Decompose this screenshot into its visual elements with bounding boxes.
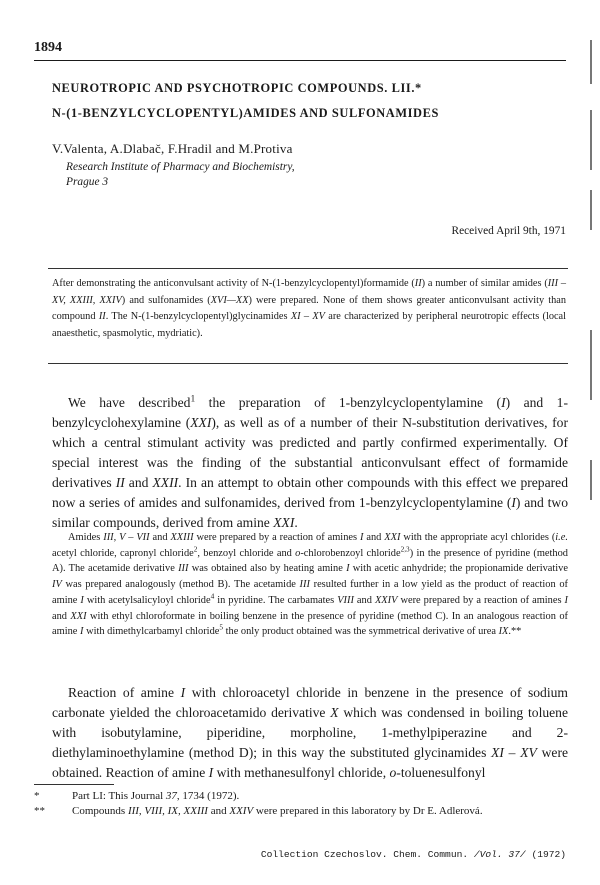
compound-ref: XVI—XX (210, 294, 249, 306)
footnote-mark: * (34, 790, 40, 802)
body-text: Reaction of amine (68, 685, 181, 700)
body-text: with ethyl chloroformate in boiling benzene in the presence of pyridine (method C). In an analogous reaction of amine (52, 610, 568, 638)
body-text: , benzoyl chloride and (197, 547, 296, 559)
compound-ref: XXIV (229, 805, 254, 817)
scan-edge-marks (590, 40, 592, 620)
compound-ref: XXI (190, 415, 212, 430)
body-text: with the appropriate acyl chlorides ( (400, 532, 556, 543)
affiliation-line-2: Prague 3 (66, 176, 109, 188)
body-text: . (294, 515, 298, 530)
latin-abbrev: i.e. (555, 532, 568, 543)
body-text: .** (508, 626, 522, 638)
header-rule (34, 60, 566, 61)
compound-ref: III (299, 579, 310, 591)
compound-ref: X (330, 705, 339, 720)
title-line-1: NEUROTROPIC AND PSYCHOTROPIC COMPOUNDS. LII.* (52, 81, 422, 95)
body-paragraph-3 (52, 683, 568, 783)
compound-ref: XXIV (374, 594, 398, 606)
ortho-prefix: o (389, 765, 397, 780)
body-text: and (149, 532, 171, 543)
compound-ref: XI – XV (491, 745, 537, 760)
abstract-text: are characterized by peripheral neurotropic effects (local anaesthetic, spasmolytic, mydriatic). (52, 311, 566, 339)
compound-ref: IV (52, 579, 62, 591)
footnote-segment: and (207, 805, 230, 817)
body-text: with acetic anhydride; the propionamide derivative (349, 563, 568, 575)
abstract-text: . The N-(1-benzylcyclopentyl)glycinamides (105, 311, 291, 322)
compound-ref: III (178, 563, 189, 575)
citation-ref: 2,3 (400, 545, 410, 554)
body-text: with acetylsalicyloyl chloride (83, 594, 211, 606)
body-text: acetyl chloride, capronyl chloride (52, 547, 194, 559)
compound-ref: III, VIII, IX, XXIII (127, 805, 208, 817)
footnote-segment: , 1734 (1972). (176, 790, 240, 802)
compound-ref: I (80, 626, 84, 638)
body-text: the only product obtained was the symmetrical derivative of urea (223, 626, 499, 638)
compound-ref: XXI (384, 532, 401, 543)
compound-ref: XI – XV (290, 311, 325, 322)
compound-ref: II (115, 475, 125, 490)
author-list: V.Valenta, A.Dlabač, F.Hradil and M.Protiva (52, 141, 293, 156)
body-text: . In an attempt to obtain other compounds with this effect we prepared now a series of amides and sulfonamides, derived from 1-benzylcyclopentylamine ( (52, 475, 568, 510)
journal-year: (1972) (525, 849, 566, 860)
body-text: -chlorobenzoyl chloride (300, 547, 401, 559)
compound-ref: II (98, 311, 106, 322)
compound-ref: XXII (152, 475, 179, 490)
body-text: ) and two similar compounds, derived from amine (52, 495, 568, 530)
body-text: -toluenesulfonyl (396, 765, 486, 780)
compound-ref: I (501, 395, 506, 410)
body-text: with chloroacetyl chloride in benzene in the presence of sodium carbonate yielded the chloroacetamido derivative (52, 685, 568, 720)
footnote-rule (34, 784, 114, 785)
journal-name: Collection Czechoslov. Chem. Commun. (260, 849, 474, 860)
body-text: were obtained. Reaction of amine (52, 745, 568, 780)
body-text: in pyridine. The carbamates (214, 594, 338, 606)
footnote-1 (34, 789, 568, 804)
affiliation (66, 160, 366, 190)
body-text: ) in the presence of pyridine (method A). The acetamide derivative (52, 547, 568, 575)
title-line-2: N-(1-BENZYLCYCLOPENTYL)AMIDES AND SULFONAMIDES (52, 106, 439, 120)
body-text: the preparation of 1-benzylcyclopentylamine ( (195, 395, 502, 410)
received-date: Received April 9th, 1971 (451, 225, 566, 237)
body-text: with methanesulfonyl chloride, (213, 765, 390, 780)
footnote-segment: Part LI: This Journal (72, 790, 166, 802)
compound-ref: I (359, 532, 364, 543)
abstract-text: ) and sulfonamides ( (121, 294, 211, 306)
body-text: were prepared by a reaction of amines (193, 532, 360, 543)
body-text: was obtained also by heating amine (188, 563, 347, 575)
abstract-rule-top (48, 268, 568, 269)
citation-ref: 4 (210, 592, 215, 601)
body-text: and (124, 475, 153, 490)
article-title (52, 76, 572, 126)
volume-ref: 37 (165, 790, 177, 802)
compound-ref: II (414, 278, 422, 289)
compound-ref: XXI (70, 610, 87, 622)
body-text: which was condensed in boiling toluene with isobutylamine, piperidine, morpholine, 1-methylpiperazine and 2-diethylaminoethylamine (method D); in this way the substituted glycinamides (52, 705, 569, 760)
abstract-rule-bottom (48, 363, 568, 364)
footnote-segment: were prepared in this laboratory by Dr E. Adlerová. (253, 805, 483, 817)
affiliation-line-1: Research Institute of Pharmacy and Biochemistry, (66, 161, 295, 173)
compound-ref: I (208, 765, 214, 780)
compound-ref: III, V – VII (103, 532, 150, 543)
body-text: and (353, 594, 375, 606)
body-text: ), as well as of a number of their N-substitution derivatives, for which a central stimulant activity was predicted and partly confirmed experimentally. Of special interest was the finding of the substantial anticonvulsant effect of formamide derivatives (52, 415, 569, 490)
compound-ref: XXI (273, 515, 295, 530)
compound-ref: III – XV, XXIII, XXIV (52, 278, 566, 306)
body-text: Amides (68, 532, 104, 543)
footnote-mark: ** (34, 805, 45, 817)
citation-ref: 1 (190, 394, 196, 405)
body-text: and (52, 610, 71, 622)
body-text: were prepared by a reaction of amines (397, 594, 565, 606)
body-text: resulted further in a low yield as the product of reaction of amine (52, 579, 568, 606)
footnote-segment: Compounds (72, 805, 128, 817)
abstract-text: ) were prepared. None of them shows greater anticonvulsant activity than compound (52, 294, 566, 322)
footnote-2 (34, 804, 568, 819)
citation-ref: 5 (219, 623, 224, 632)
compound-ref: I (564, 594, 568, 606)
body-paragraph-2-small (52, 530, 568, 640)
journal-citation-line (261, 849, 566, 860)
footnote-text (72, 804, 483, 819)
citation-ref: 2 (193, 545, 198, 554)
footnote-text (72, 789, 239, 804)
compound-ref: XXIII (170, 532, 194, 543)
body-text: We have described (68, 395, 191, 410)
abstract-text: ) a number of similar amides ( (421, 278, 548, 289)
body-text: ) and 1-benzylcyclohexylamine ( (52, 395, 568, 430)
compound-ref: IX (498, 626, 509, 638)
abstract (52, 276, 566, 342)
abstract-text: After demonstrating the anticonvulsant activity of N-(1-benzylcyclopentyl)formamide ( (52, 278, 415, 289)
compound-ref: I (346, 563, 350, 575)
body-text: was prepared analogously (method B). The acetamide (61, 579, 300, 591)
body-text: with dimethylcarbamyl chloride (83, 626, 220, 638)
page-number: 1894 (34, 40, 62, 55)
compound-ref: I (511, 495, 516, 510)
compound-ref: I (180, 685, 186, 700)
body-paragraph-1 (52, 393, 568, 533)
compound-ref: I (80, 594, 84, 606)
compound-ref: VIII (337, 594, 354, 606)
ortho-prefix: o (295, 547, 301, 559)
journal-volume: /Vol. 37/ (473, 849, 526, 860)
footnotes (34, 789, 568, 819)
body-text: and (363, 532, 385, 543)
